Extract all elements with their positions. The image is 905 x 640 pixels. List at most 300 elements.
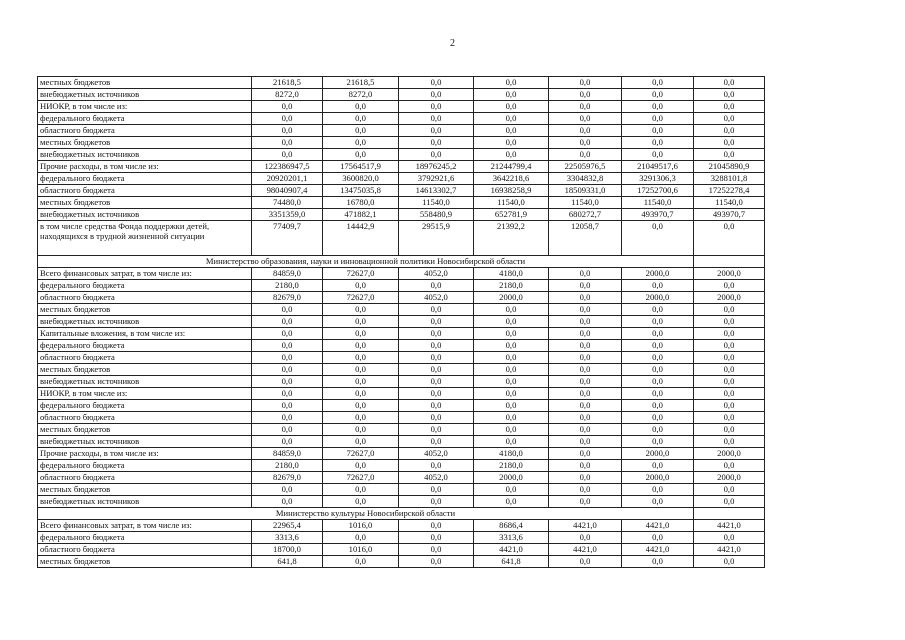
value-cell: 0,0 (323, 304, 399, 316)
value-cell: 14442,9 (323, 221, 399, 256)
value-cell: 0,0 (252, 388, 323, 400)
value-cell: 4421,0 (622, 520, 694, 532)
row-label: Всего финансовых затрат, в том числе из: (38, 520, 252, 532)
value-cell: 0,0 (252, 125, 323, 137)
value-cell: 0,0 (549, 556, 622, 568)
value-cell: 0,0 (694, 113, 765, 125)
table-row (38, 484, 765, 496)
table-row (38, 149, 765, 161)
value-cell: 0,0 (399, 149, 474, 161)
value-cell: 0,0 (622, 364, 694, 376)
value-cell: 0,0 (694, 484, 765, 496)
value-cell: 72627,0 (323, 268, 399, 280)
value-cell: 0,0 (399, 101, 474, 113)
value-cell: 4052,0 (399, 448, 474, 460)
row-label: Прочие расходы, в том числе из: (38, 161, 252, 173)
value-cell: 0,0 (622, 304, 694, 316)
value-cell: 0,0 (323, 340, 399, 352)
table-row (38, 340, 765, 352)
value-cell: 0,0 (323, 424, 399, 436)
table-row (38, 400, 765, 412)
row-label: федерального бюджета (38, 460, 252, 472)
value-cell: 0,0 (252, 400, 323, 412)
value-cell: 0,0 (622, 101, 694, 113)
value-cell: 0,0 (474, 328, 549, 340)
row-label: федерального бюджета (38, 113, 252, 125)
value-cell: 72627,0 (323, 448, 399, 460)
value-cell: 0,0 (622, 316, 694, 328)
row-label: внебюджетных источников (38, 89, 252, 101)
value-cell: 2000,0 (694, 268, 765, 280)
value-cell: 11540,0 (399, 197, 474, 209)
value-cell: 2000,0 (474, 472, 549, 484)
value-cell: 0,0 (323, 137, 399, 149)
value-cell: 0,0 (622, 484, 694, 496)
value-cell: 0,0 (323, 460, 399, 472)
value-cell: 0,0 (252, 304, 323, 316)
value-cell: 0,0 (622, 400, 694, 412)
table-row (38, 209, 765, 221)
value-cell: 0,0 (474, 400, 549, 412)
value-cell: 2180,0 (252, 280, 323, 292)
value-cell: 84859,0 (252, 448, 323, 460)
value-cell: 11540,0 (549, 197, 622, 209)
value-cell: 4421,0 (474, 544, 549, 556)
value-cell: 0,0 (399, 328, 474, 340)
value-cell: 4180,0 (474, 268, 549, 280)
value-cell: 0,0 (622, 460, 694, 472)
value-cell: 82679,0 (252, 292, 323, 304)
value-cell: 0,0 (474, 304, 549, 316)
value-cell: 122386947,5 (252, 161, 323, 173)
row-label: Всего финансовых затрат, в том числе из: (38, 268, 252, 280)
value-cell: 0,0 (399, 280, 474, 292)
value-cell: 0,0 (323, 328, 399, 340)
section-header-row (38, 508, 765, 520)
value-cell: 3304832,8 (549, 173, 622, 185)
value-cell: 0,0 (549, 149, 622, 161)
value-cell: 0,0 (399, 532, 474, 544)
row-label: областного бюджета (38, 472, 252, 484)
value-cell: 0,0 (694, 376, 765, 388)
value-cell: 1016,0 (323, 544, 399, 556)
value-cell: 0,0 (323, 436, 399, 448)
value-cell: 0,0 (399, 316, 474, 328)
value-cell: 0,0 (694, 412, 765, 424)
value-cell: 0,0 (694, 101, 765, 113)
value-cell: 0,0 (399, 352, 474, 364)
row-label: федерального бюджета (38, 532, 252, 544)
row-label: внебюджетных источников (38, 209, 252, 221)
value-cell: 0,0 (622, 221, 694, 256)
table-row (38, 424, 765, 436)
section-header-row (38, 256, 765, 268)
table-row (38, 364, 765, 376)
value-cell: 0,0 (622, 352, 694, 364)
row-label: федерального бюджета (38, 173, 252, 185)
value-cell: 0,0 (694, 340, 765, 352)
value-cell: 98040907,4 (252, 185, 323, 197)
value-cell: 20920201,1 (252, 173, 323, 185)
value-cell: 0,0 (549, 472, 622, 484)
table-row (38, 161, 765, 173)
value-cell: 0,0 (622, 496, 694, 508)
row-label: местных бюджетов (38, 424, 252, 436)
value-cell: 16938258,9 (474, 185, 549, 197)
value-cell: 0,0 (694, 328, 765, 340)
value-cell: 0,0 (622, 113, 694, 125)
value-cell: 0,0 (252, 340, 323, 352)
row-label: в том числе средства Фонда поддержки детей, находящихся в трудной жизненной ситуации (38, 221, 252, 256)
value-cell: 82679,0 (252, 472, 323, 484)
value-cell: 0,0 (323, 125, 399, 137)
table-row (38, 328, 765, 340)
value-cell: 0,0 (323, 376, 399, 388)
value-cell: 0,0 (323, 101, 399, 113)
value-cell: 3600820,0 (323, 173, 399, 185)
value-cell: 0,0 (474, 101, 549, 113)
row-label: местных бюджетов (38, 197, 252, 209)
table-row (38, 520, 765, 532)
table-row (38, 221, 765, 256)
value-cell: 0,0 (622, 137, 694, 149)
value-cell: 0,0 (474, 496, 549, 508)
section-title: Министерство образования, науки и инновационной политики Новосибирской области (38, 256, 694, 268)
row-label: областного бюджета (38, 352, 252, 364)
value-cell: 0,0 (399, 484, 474, 496)
value-cell: 0,0 (549, 460, 622, 472)
table-row (38, 197, 765, 209)
page-number: 2 (450, 38, 455, 49)
value-cell: 22505976,5 (549, 161, 622, 173)
value-cell: 0,0 (399, 520, 474, 532)
row-label: местных бюджетов (38, 137, 252, 149)
value-cell: 18976245,2 (399, 161, 474, 173)
row-label: Капитальные вложения, в том числе из: (38, 328, 252, 340)
table-row (38, 472, 765, 484)
table-row (38, 448, 765, 460)
value-cell: 558480,9 (399, 209, 474, 221)
value-cell: 0,0 (549, 532, 622, 544)
value-cell: 2000,0 (622, 448, 694, 460)
value-cell: 3288101,8 (694, 173, 765, 185)
value-cell: 0,0 (549, 484, 622, 496)
value-cell: 0,0 (694, 221, 765, 256)
value-cell: 0,0 (622, 556, 694, 568)
table-row (38, 137, 765, 149)
value-cell: 0,0 (474, 436, 549, 448)
row-label: Прочие расходы, в том числе из: (38, 448, 252, 460)
value-cell: 0,0 (399, 388, 474, 400)
row-label: местных бюджетов (38, 484, 252, 496)
value-cell: 0,0 (474, 149, 549, 161)
value-cell: 0,0 (323, 149, 399, 161)
row-label: НИОКР, в том числе из: (38, 388, 252, 400)
value-cell: 0,0 (694, 89, 765, 101)
value-cell: 0,0 (549, 376, 622, 388)
value-cell: 17252700,6 (622, 185, 694, 197)
value-cell: 0,0 (252, 412, 323, 424)
value-cell: 2000,0 (622, 268, 694, 280)
value-cell: 0,0 (622, 532, 694, 544)
value-cell: 0,0 (694, 352, 765, 364)
value-cell: 0,0 (549, 388, 622, 400)
value-cell: 0,0 (694, 125, 765, 137)
value-cell: 0,0 (474, 352, 549, 364)
value-cell: 0,0 (622, 77, 694, 89)
row-label: местных бюджетов (38, 364, 252, 376)
value-cell: 0,0 (474, 424, 549, 436)
value-cell: 0,0 (323, 352, 399, 364)
value-cell: 21618,5 (323, 77, 399, 89)
value-cell: 0,0 (549, 125, 622, 137)
value-cell: 0,0 (474, 89, 549, 101)
row-label: местных бюджетов (38, 556, 252, 568)
table-row (38, 460, 765, 472)
row-label: федерального бюджета (38, 340, 252, 352)
value-cell: 0,0 (474, 113, 549, 125)
value-cell: 0,0 (323, 532, 399, 544)
value-cell: 0,0 (399, 400, 474, 412)
value-cell: 0,0 (694, 400, 765, 412)
row-label: областного бюджета (38, 544, 252, 556)
value-cell: 0,0 (694, 424, 765, 436)
value-cell: 21392,2 (474, 221, 549, 256)
empty-cell (694, 256, 765, 268)
value-cell: 0,0 (474, 125, 549, 137)
value-cell: 0,0 (323, 113, 399, 125)
table-row (38, 388, 765, 400)
value-cell: 29515,9 (399, 221, 474, 256)
value-cell: 0,0 (399, 113, 474, 125)
value-cell: 0,0 (252, 101, 323, 113)
value-cell: 21244799,4 (474, 161, 549, 173)
value-cell: 0,0 (399, 460, 474, 472)
value-cell: 0,0 (399, 77, 474, 89)
value-cell: 0,0 (474, 316, 549, 328)
value-cell: 652781,9 (474, 209, 549, 221)
value-cell: 0,0 (399, 436, 474, 448)
value-cell: 0,0 (323, 400, 399, 412)
value-cell: 0,0 (474, 484, 549, 496)
table-row (38, 532, 765, 544)
value-cell: 77409,7 (252, 221, 323, 256)
table-row (38, 316, 765, 328)
value-cell: 0,0 (399, 424, 474, 436)
value-cell: 4052,0 (399, 472, 474, 484)
value-cell: 2000,0 (474, 292, 549, 304)
value-cell: 11540,0 (622, 197, 694, 209)
value-cell: 0,0 (323, 316, 399, 328)
value-cell: 0,0 (399, 364, 474, 376)
table-row (38, 185, 765, 197)
value-cell: 17564517,9 (323, 161, 399, 173)
table-row (38, 436, 765, 448)
row-label: внебюджетных источников (38, 436, 252, 448)
value-cell: 22965,4 (252, 520, 323, 532)
row-label: федерального бюджета (38, 400, 252, 412)
value-cell: 4421,0 (549, 544, 622, 556)
table-row (38, 280, 765, 292)
value-cell: 0,0 (549, 448, 622, 460)
row-label: федерального бюджета (38, 280, 252, 292)
value-cell: 14613302,7 (399, 185, 474, 197)
value-cell: 4180,0 (474, 448, 549, 460)
value-cell: 0,0 (252, 316, 323, 328)
row-label: внебюджетных источников (38, 376, 252, 388)
value-cell: 0,0 (694, 364, 765, 376)
value-cell: 0,0 (549, 292, 622, 304)
value-cell: 2000,0 (694, 292, 765, 304)
value-cell: 0,0 (474, 77, 549, 89)
row-label: местных бюджетов (38, 77, 252, 89)
value-cell: 0,0 (549, 328, 622, 340)
row-label: областного бюджета (38, 292, 252, 304)
value-cell: 8272,0 (252, 89, 323, 101)
value-cell: 4052,0 (399, 292, 474, 304)
value-cell: 0,0 (252, 149, 323, 161)
value-cell: 0,0 (474, 376, 549, 388)
value-cell: 0,0 (694, 532, 765, 544)
value-cell: 0,0 (399, 496, 474, 508)
value-cell: 471882,1 (323, 209, 399, 221)
value-cell: 0,0 (323, 280, 399, 292)
value-cell: 0,0 (399, 304, 474, 316)
value-cell: 0,0 (549, 400, 622, 412)
value-cell: 0,0 (549, 304, 622, 316)
value-cell: 0,0 (622, 376, 694, 388)
value-cell: 0,0 (399, 340, 474, 352)
row-label: областного бюджета (38, 185, 252, 197)
table-row (38, 101, 765, 113)
value-cell: 0,0 (549, 268, 622, 280)
value-cell: 3642218,6 (474, 173, 549, 185)
value-cell: 493970,7 (622, 209, 694, 221)
value-cell: 0,0 (323, 496, 399, 508)
value-cell: 16780,0 (323, 197, 399, 209)
value-cell: 0,0 (549, 89, 622, 101)
value-cell: 0,0 (622, 280, 694, 292)
value-cell: 0,0 (252, 328, 323, 340)
value-cell: 13475035,8 (323, 185, 399, 197)
value-cell: 72627,0 (323, 472, 399, 484)
value-cell: 18700,0 (252, 544, 323, 556)
value-cell: 0,0 (694, 388, 765, 400)
value-cell: 0,0 (323, 556, 399, 568)
value-cell: 0,0 (474, 137, 549, 149)
value-cell: 0,0 (252, 496, 323, 508)
value-cell: 0,0 (252, 436, 323, 448)
value-cell: 0,0 (549, 280, 622, 292)
value-cell: 0,0 (474, 388, 549, 400)
value-cell: 3313,6 (474, 532, 549, 544)
value-cell: 4421,0 (549, 520, 622, 532)
value-cell: 0,0 (399, 376, 474, 388)
value-cell: 0,0 (694, 137, 765, 149)
table-body (38, 77, 765, 568)
value-cell: 0,0 (694, 77, 765, 89)
value-cell: 680272,7 (549, 209, 622, 221)
value-cell: 0,0 (694, 304, 765, 316)
value-cell: 0,0 (252, 376, 323, 388)
value-cell: 0,0 (549, 316, 622, 328)
value-cell: 0,0 (252, 484, 323, 496)
value-cell: 0,0 (622, 340, 694, 352)
value-cell: 0,0 (622, 125, 694, 137)
value-cell: 0,0 (622, 89, 694, 101)
value-cell: 21049517,6 (622, 161, 694, 173)
value-cell: 0,0 (399, 412, 474, 424)
value-cell: 0,0 (399, 125, 474, 137)
value-cell: 0,0 (694, 556, 765, 568)
value-cell: 2000,0 (622, 472, 694, 484)
value-cell: 0,0 (252, 352, 323, 364)
table-row (38, 292, 765, 304)
value-cell: 0,0 (323, 412, 399, 424)
value-cell: 4052,0 (399, 268, 474, 280)
value-cell: 21618,5 (252, 77, 323, 89)
value-cell: 0,0 (399, 137, 474, 149)
row-label: местных бюджетов (38, 304, 252, 316)
value-cell: 0,0 (622, 424, 694, 436)
value-cell: 0,0 (252, 137, 323, 149)
row-label: внебюджетных источников (38, 149, 252, 161)
value-cell: 2000,0 (694, 472, 765, 484)
value-cell: 0,0 (323, 364, 399, 376)
row-label: внебюджетных источников (38, 316, 252, 328)
value-cell: 0,0 (622, 149, 694, 161)
value-cell: 4421,0 (694, 520, 765, 532)
value-cell: 0,0 (252, 364, 323, 376)
table-row (38, 496, 765, 508)
table-row (38, 113, 765, 125)
value-cell: 21045890,9 (694, 161, 765, 173)
value-cell: 0,0 (694, 280, 765, 292)
table-row (38, 173, 765, 185)
value-cell: 2000,0 (622, 292, 694, 304)
value-cell: 0,0 (622, 388, 694, 400)
table-row (38, 77, 765, 89)
value-cell: 2000,0 (694, 448, 765, 460)
value-cell: 0,0 (399, 556, 474, 568)
value-cell: 0,0 (694, 496, 765, 508)
value-cell: 0,0 (549, 352, 622, 364)
value-cell: 74480,0 (252, 197, 323, 209)
value-cell: 72627,0 (323, 292, 399, 304)
value-cell: 0,0 (549, 496, 622, 508)
row-label: областного бюджета (38, 412, 252, 424)
row-label: областного бюджета (38, 125, 252, 137)
value-cell: 0,0 (399, 544, 474, 556)
value-cell: 0,0 (622, 412, 694, 424)
value-cell: 0,0 (622, 436, 694, 448)
value-cell: 0,0 (549, 101, 622, 113)
value-cell: 0,0 (694, 149, 765, 161)
value-cell: 0,0 (549, 137, 622, 149)
value-cell: 641,8 (474, 556, 549, 568)
value-cell: 8686,4 (474, 520, 549, 532)
table-row (38, 304, 765, 316)
value-cell: 0,0 (252, 424, 323, 436)
value-cell: 0,0 (549, 424, 622, 436)
value-cell: 0,0 (549, 340, 622, 352)
value-cell: 0,0 (549, 436, 622, 448)
table-row (38, 352, 765, 364)
value-cell: 4421,0 (694, 544, 765, 556)
empty-cell (694, 508, 765, 520)
table-row (38, 556, 765, 568)
value-cell: 3291306,3 (622, 173, 694, 185)
